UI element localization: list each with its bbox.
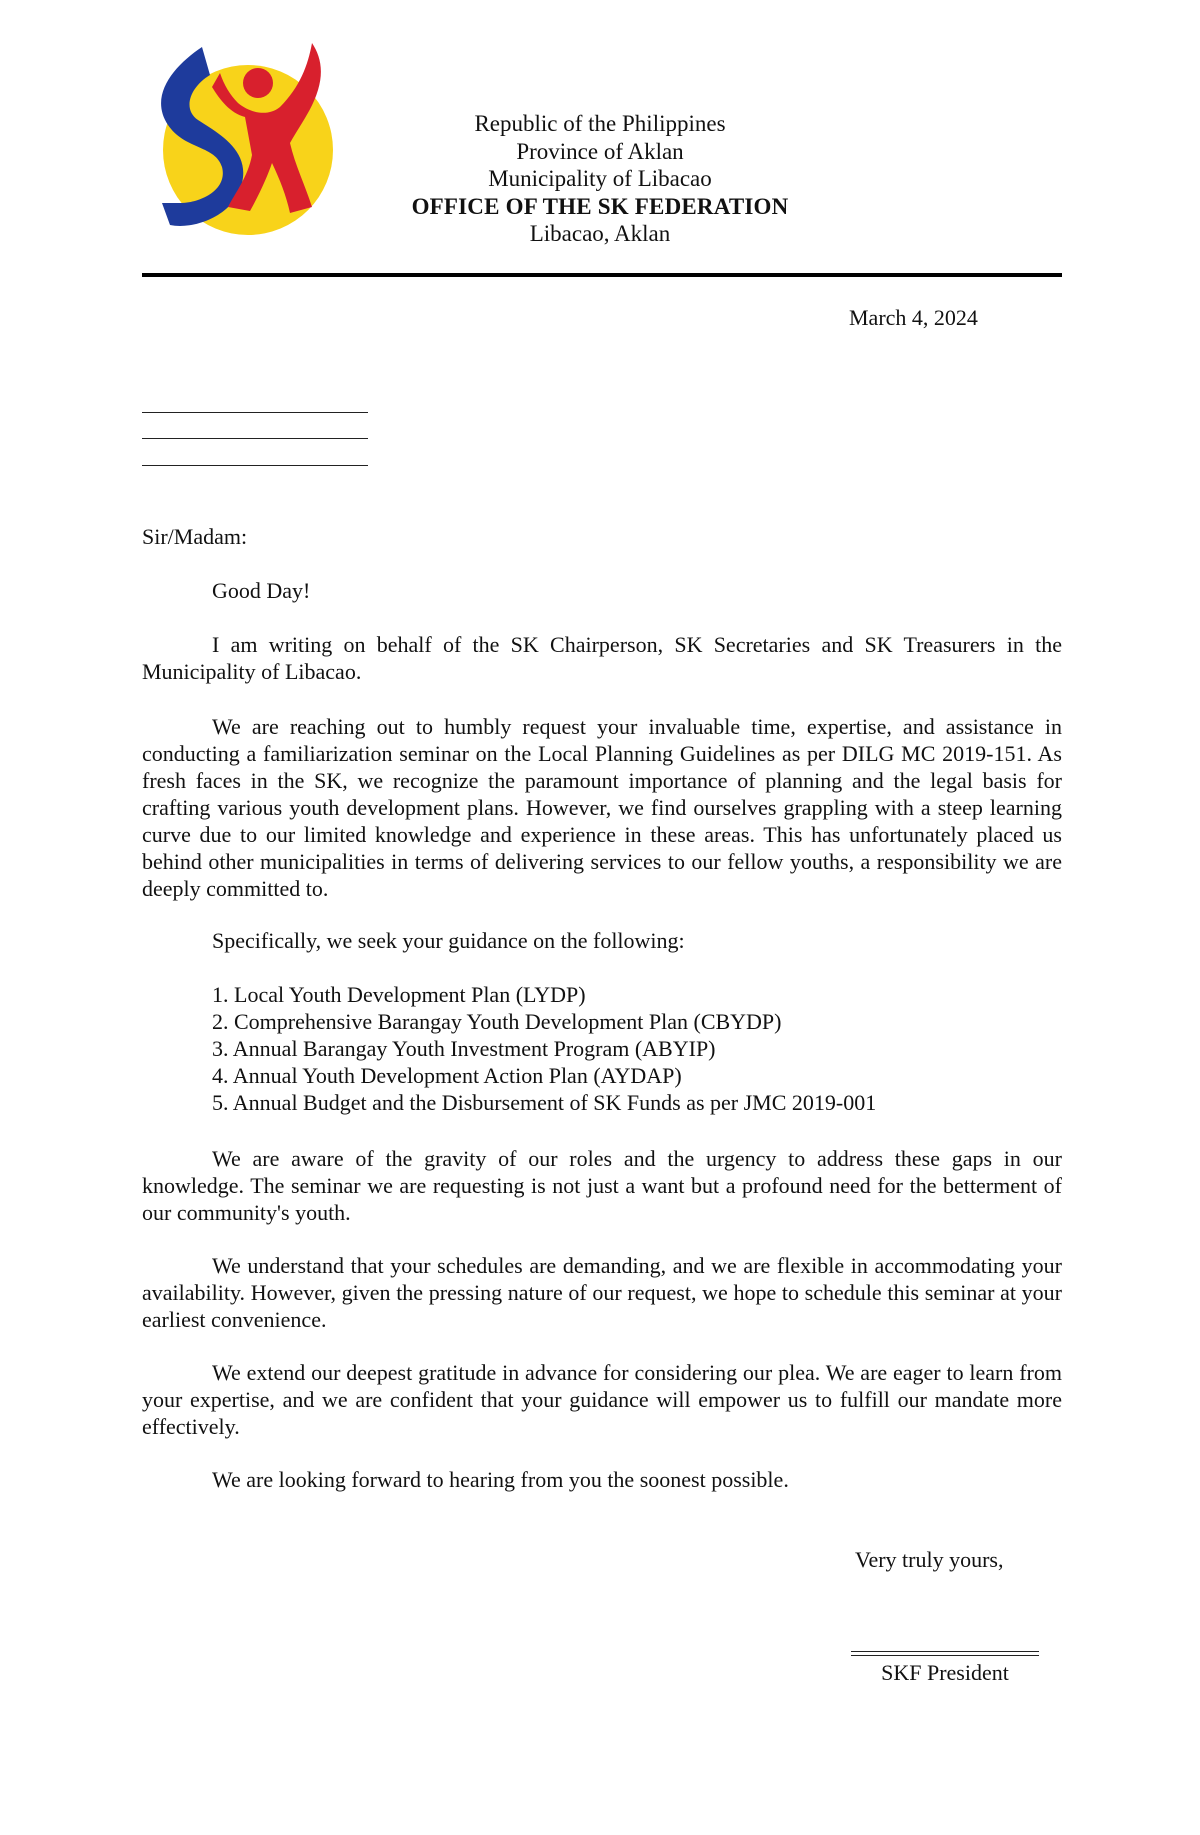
greeting: Good Day! xyxy=(212,578,311,603)
letterhead-office: OFFICE OF THE SK FEDERATION xyxy=(411,193,789,219)
letterhead-province: Province of Aklan xyxy=(516,138,684,164)
letterhead xyxy=(300,110,900,248)
recipient-line xyxy=(142,438,368,439)
list-item: 3. Annual Barangay Youth Investment Program (ABYIP) xyxy=(212,1036,716,1061)
header-divider xyxy=(142,273,1062,277)
letterhead-municipality: Municipality of Libacao xyxy=(488,166,712,191)
letter-date: March 4, 2024 xyxy=(849,305,978,330)
list-item: 2. Comprehensive Barangay Youth Development Plan (CBYDP) xyxy=(212,1009,782,1034)
letterhead-country: Republic of the Philippines xyxy=(474,111,726,136)
paragraph-schedule: We understand that your schedules are demanding, and we are flexible in accommodating your availability. However, given the pressing nature of our request, we hope to schedule this seminar at your earliest convenience. xyxy=(142,1253,1062,1332)
list-item: 5. Annual Budget and the Disbursement of SK Funds as per JMC 2019-001 xyxy=(212,1090,877,1115)
list-item: 4. Annual Youth Development Action Plan (AYDAP) xyxy=(212,1063,682,1088)
recipient-line xyxy=(142,465,368,466)
paragraph-specifics: Specifically, we seek your guidance on the following: xyxy=(212,928,685,953)
paragraph-closing-remark: We are looking forward to hearing from you the soonest possible. xyxy=(212,1467,789,1492)
salutation: Sir/Madam: xyxy=(142,524,248,549)
signature-line xyxy=(851,1651,1039,1656)
list-item: 1. Local Youth Development Plan (LYDP) xyxy=(212,982,586,1007)
signatory-title: SKF President xyxy=(881,1660,1009,1685)
recipient-line xyxy=(142,412,368,413)
paragraph-gratitude: We extend our deepest gratitude in advance for considering our plea. We are eager to learn from your expertise, and we are confident that your guidance will empower us to fulfill our mandate more effectively. xyxy=(142,1360,1062,1439)
paragraph-request: We are reaching out to humbly request your invaluable time, expertise, and assistance in conducting a familiarization seminar on the Local Planning Guidelines as per DILG MC 2019-151. As fresh faces in the SK, we recognize the paramount importance of planning and the legal basis for crafting various youth development plans. However, we find ourselves grappling with a steep learning curve due to our limited knowledge and experience in these areas. This has unfortunately placed us behind other municipalities in terms of delivering services to our fellow youths, a responsibility we are deeply committed to. xyxy=(142,714,1062,901)
complimentary-close: Very truly yours, xyxy=(855,1547,1004,1572)
letterhead-location: Libacao, Aklan xyxy=(529,221,671,246)
logo-red-head xyxy=(243,68,273,98)
paragraph-intro: I am writing on behalf of the SK Chairperson, SK Secretaries and SK Treasurers in the Municipality of Libacao. xyxy=(142,632,1062,684)
topics-list xyxy=(212,981,1062,1116)
paragraph-awareness: We are aware of the gravity of our roles and the urgency to address these gaps in our knowledge. The seminar we are requesting is not just a want but a profound need for the betterment of our community's youth. xyxy=(142,1146,1062,1225)
